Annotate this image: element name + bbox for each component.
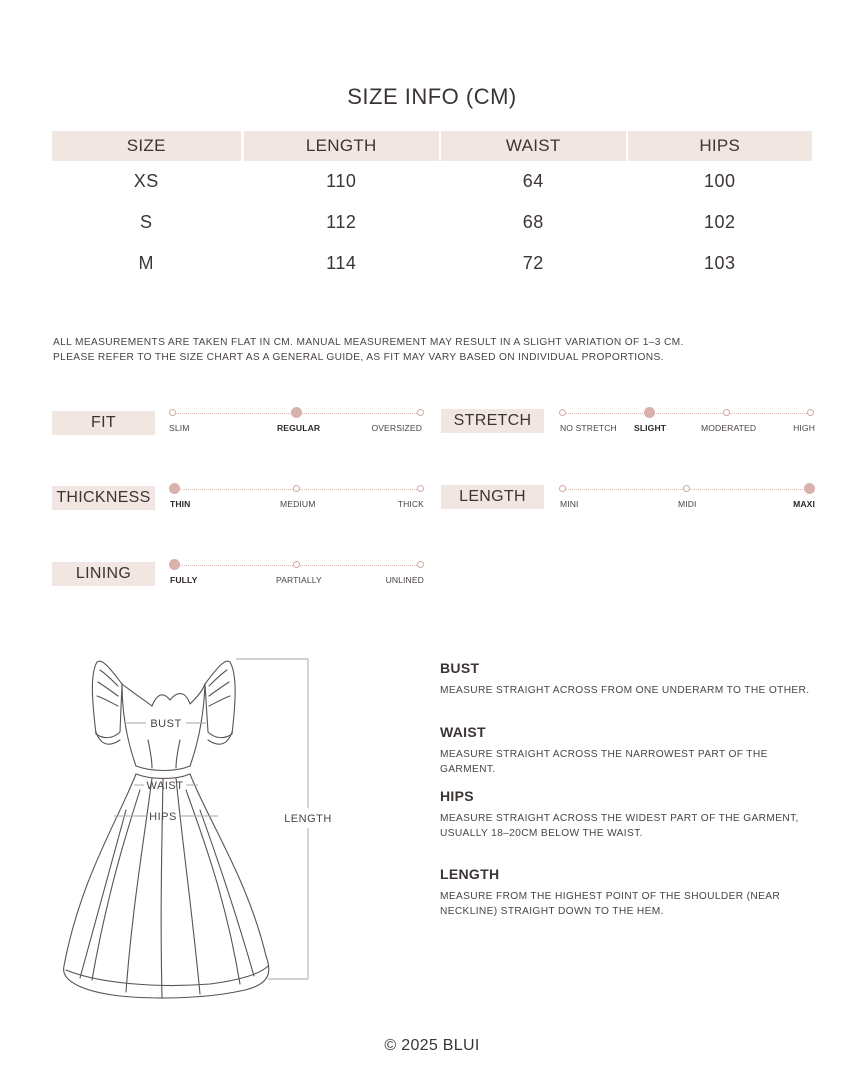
fit-dot-regular bbox=[291, 407, 302, 418]
fit-option-regular: REGULAR bbox=[277, 423, 321, 433]
page-title: SIZE INFO (CM) bbox=[347, 84, 517, 109]
table-row bbox=[52, 202, 812, 243]
header-waist: WAIST bbox=[441, 131, 626, 161]
table-header bbox=[52, 131, 812, 161]
dress-diagram bbox=[40, 640, 380, 1010]
diagram-bust-label: BUST bbox=[150, 718, 182, 730]
fit-label: FIT bbox=[52, 411, 155, 435]
length-dot-maxi bbox=[804, 483, 815, 494]
thickness-option-thick: THICK bbox=[397, 499, 424, 509]
measure-hips bbox=[440, 788, 810, 841]
header-length: LENGTH bbox=[244, 131, 439, 161]
measure-waist-title: WAIST bbox=[440, 724, 486, 740]
lining-label: LINING bbox=[52, 562, 155, 586]
cell-size: M bbox=[138, 253, 154, 273]
lining-option-unlined: UNLINED bbox=[385, 575, 424, 585]
lining-option-fully: FULLY bbox=[170, 575, 198, 585]
measure-bust bbox=[440, 660, 810, 699]
cell-size: XS bbox=[133, 171, 159, 191]
measure-waist bbox=[440, 724, 810, 777]
cell-length: 112 bbox=[326, 212, 357, 232]
lining-dot-unlined bbox=[417, 561, 424, 568]
header-size: SIZE bbox=[52, 131, 241, 161]
header-hips: HIPS bbox=[628, 131, 813, 161]
diagram-waist-label: WAIST bbox=[146, 780, 184, 792]
size-table bbox=[52, 131, 812, 284]
note-line-2: PLEASE REFER TO THE SIZE CHART AS A GENERAL GUIDE, AS FIT MAY VARY BASED ON INDIVIDUAL PROPORTIONS. bbox=[53, 351, 664, 363]
length-option-maxi: MAXI bbox=[793, 499, 815, 509]
cell-size: S bbox=[139, 212, 153, 232]
right-sleeve-shape bbox=[205, 661, 235, 738]
footer-copyright: © 2025 BLUI bbox=[384, 1037, 480, 1054]
table-row bbox=[52, 243, 812, 284]
cell-hips: 102 bbox=[703, 212, 736, 232]
cell-waist: 68 bbox=[522, 212, 544, 232]
cell-hips: 103 bbox=[703, 253, 736, 273]
cell-waist: 64 bbox=[522, 171, 544, 191]
stretch-option-moderated: MODERATED bbox=[701, 423, 757, 433]
thickness-option-medium: MEDIUM bbox=[280, 499, 316, 509]
cell-length: 114 bbox=[326, 253, 357, 273]
lining-dot-fully bbox=[169, 559, 180, 570]
thickness-dot-thick bbox=[417, 485, 424, 492]
length-option-mini: MINI bbox=[560, 499, 579, 509]
stretch-scale bbox=[559, 410, 815, 434]
thickness-dot-thin bbox=[169, 483, 180, 494]
stretch-dot-no-stretch bbox=[559, 409, 566, 416]
measure-bust-title: BUST bbox=[440, 660, 480, 676]
thickness-scale bbox=[169, 486, 425, 510]
stretch-option-high: HIGH bbox=[793, 423, 815, 433]
lining-dot-partially bbox=[293, 561, 300, 568]
thickness-dot-medium bbox=[293, 485, 300, 492]
stretch-dot-high bbox=[807, 409, 814, 416]
cell-waist: 72 bbox=[522, 253, 544, 273]
fit-scale bbox=[169, 410, 425, 434]
stretch-option-slight: SLIGHT bbox=[634, 423, 667, 433]
stretch-dot-slight bbox=[644, 407, 655, 418]
fit-option-oversized: OVERSIZED bbox=[371, 423, 422, 433]
stretch-dot-moderated bbox=[723, 409, 730, 416]
length-dot-midi bbox=[683, 485, 690, 492]
length-label: LENGTH bbox=[441, 485, 544, 509]
cell-hips: 100 bbox=[703, 171, 736, 191]
length-option-midi: MIDI bbox=[678, 499, 697, 509]
table-row bbox=[52, 161, 812, 202]
cell-length: 110 bbox=[326, 171, 357, 191]
note-line-1: ALL MEASUREMENTS ARE TAKEN FLAT IN CM. MANUAL MEASUREMENT MAY RESULT IN A SLIGHT VARIATION OF 1–3 CM. bbox=[53, 337, 684, 348]
diagram-length-label: LENGTH bbox=[284, 813, 332, 825]
thickness-option-thin: THIN bbox=[170, 499, 191, 509]
lining-option-partially: PARTIALLY bbox=[276, 575, 322, 585]
measure-bust-text: MEASURE STRAIGHT ACROSS FROM ONE UNDERARM TO THE OTHER. bbox=[440, 685, 810, 696]
stretch-label: STRETCH bbox=[441, 409, 544, 433]
length-dot-mini bbox=[559, 485, 566, 492]
measure-waist-text: MEASURE STRAIGHT ACROSS THE NARROWEST PART OF THE GARMENT. bbox=[440, 749, 768, 775]
measure-length bbox=[440, 866, 810, 919]
diagram-hips-label: HIPS bbox=[149, 811, 177, 823]
left-sleeve-shape bbox=[92, 661, 122, 738]
measure-hips-text: MEASURE STRAIGHT ACROSS THE WIDEST PART OF THE GARMENT, USUALLY 18–20CM BELOW THE WAIST. bbox=[440, 813, 799, 839]
fit-option-slim: SLIM bbox=[169, 423, 190, 433]
measure-length-title: LENGTH bbox=[440, 866, 500, 882]
lining-scale bbox=[169, 562, 425, 586]
length-scale bbox=[559, 486, 815, 510]
fit-dot-oversized bbox=[417, 409, 424, 416]
fit-dot-slim bbox=[169, 409, 176, 416]
measure-length-text: MEASURE FROM THE HIGHEST POINT OF THE SHOULDER (NEAR NECKLINE) STRAIGHT DOWN TO THE HEM. bbox=[440, 891, 781, 917]
thickness-label: THICKNESS bbox=[52, 486, 155, 510]
measure-hips-title: HIPS bbox=[440, 788, 474, 804]
stretch-option-no-stretch: NO STRETCH bbox=[560, 423, 617, 433]
measurement-note bbox=[53, 336, 684, 365]
